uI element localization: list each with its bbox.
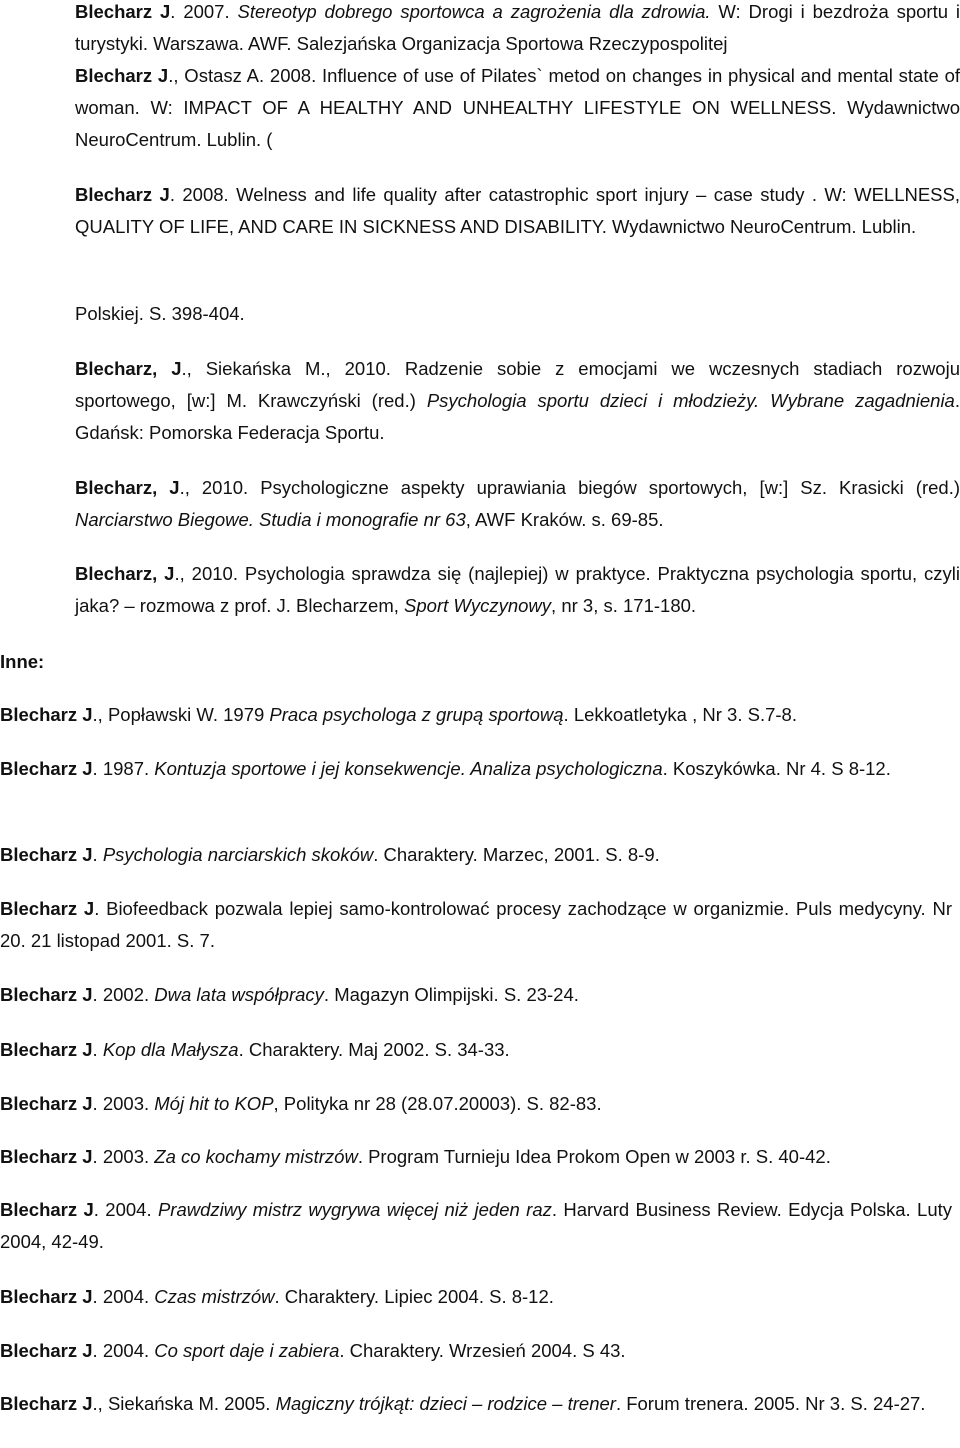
reference-text: . Program Turnieju Idea Prokom Open w 2003 r. S. 40-42.: [357, 1146, 831, 1167]
reference-text: .: [92, 1039, 103, 1060]
reference-author: Blecharz J: [0, 1393, 93, 1414]
reference-author: Blecharz J: [0, 758, 93, 779]
reference-entry: [75, 179, 960, 243]
reference-title: Dwa lata współpracy: [154, 984, 324, 1005]
reference-title: Psychologia narciarskich skoków: [102, 844, 374, 865]
reference-entry: [0, 1281, 952, 1313]
reference-text: . 2007.: [170, 1, 238, 22]
reference-text: ., 2010. Psychologiczne aspekty uprawiania biegów sportowych, [w:] Sz. Krasicki (red.): [179, 477, 960, 498]
reference-author: Blecharz J: [0, 1340, 93, 1361]
reference-text: . Magazyn Olimpijski. S. 23-24.: [323, 984, 579, 1005]
reference-text: . Lekkoatletyka , Nr 3. S.7-8.: [563, 704, 797, 725]
reference-author: Blecharz J: [0, 1146, 93, 1167]
reference-entry: [0, 1335, 952, 1367]
reference-author: Blecharz, J: [75, 358, 182, 379]
reference-text: . Forum trenera. 2005. Nr 3. S. 24-27.: [615, 1393, 926, 1414]
reference-title: Mój hit to KOP: [154, 1093, 274, 1114]
reference-title: Praca psychologa z grupą sportową: [269, 704, 564, 725]
reference-entry: [75, 353, 960, 449]
reference-entry: [0, 699, 952, 731]
reference-author: Blecharz J: [0, 1286, 93, 1307]
reference-text: . 2003.: [92, 1093, 155, 1114]
reference-text: . Charaktery. Maj 2002. S. 34-33.: [238, 1039, 510, 1060]
section-label: Inne:: [0, 651, 45, 672]
reference-text: . Gdańsk: Pomorska Federacja Sportu.: [75, 390, 960, 443]
reference-author: Blecharz, J: [75, 477, 180, 498]
reference-text: ., Siekańska M. 2005.: [92, 1393, 276, 1414]
reference-author: Blecharz, J: [75, 563, 175, 584]
reference-author: Blecharz J: [0, 898, 95, 919]
reference-entry: [0, 893, 952, 957]
reference-text: . Harvard Business Review. Edycja Polska. Luty 2004, 42-49.: [0, 1199, 952, 1252]
reference-entry: [0, 979, 952, 1011]
reference-author: Blecharz J: [75, 1, 171, 22]
reference-title: Co sport daje i zabiera: [154, 1340, 340, 1361]
reference-entry: [75, 60, 960, 156]
reference-title: Psychologia sportu dzieci i młodzieży. Wybrane zagadnienia: [426, 390, 955, 411]
reference-entry: [75, 0, 960, 60]
reference-title: Za co kochamy mistrzów: [154, 1146, 358, 1167]
reference-author: Blecharz J: [0, 984, 93, 1005]
reference-entry: [0, 1034, 952, 1066]
reference-text: . 2003.: [92, 1146, 155, 1167]
reference-text: . Charaktery. Wrzesień 2004. S 43.: [339, 1340, 626, 1361]
reference-entry: [75, 298, 960, 330]
reference-entry: [0, 839, 952, 871]
reference-text: . Koszykówka. Nr 4. S 8-12.: [662, 758, 891, 779]
reference-title: Kop dla Małysza: [102, 1039, 239, 1060]
reference-title: Narciarstwo Biegowe. Studia i monografie nr 63: [75, 509, 466, 530]
reference-entry: [75, 558, 960, 622]
reference-text: , Polityka nr 28 (28.07.20003). S. 82-83.: [273, 1093, 602, 1114]
reference-author: Blecharz J: [0, 704, 93, 725]
reference-author: Blecharz J: [0, 844, 93, 865]
reference-text: ., Siekańska M., 2010. Radzenie sobie z emocjami we wczesnych stadiach rozwoju sportowego, [w:] M. Krawczyński (red.): [75, 358, 960, 411]
reference-text: . 1987.: [92, 758, 155, 779]
reference-text: . Biofeedback pozwala lepiej samo-kontrolować procesy zachodzące w organizmie. Puls medycyny. Nr 20. 21 listopad 2001. S. 7.: [0, 898, 952, 951]
reference-title: Kontuzja sportowe i jej konsekwencje. Analiza psychologiczna: [154, 758, 663, 779]
reference-text: Polskiej. S. 398-404.: [75, 303, 245, 324]
reference-title: Prawdziwy mistrz wygrywa więcej niż jeden raz: [157, 1199, 552, 1220]
reference-entry: [0, 1088, 952, 1120]
reference-author: Blecharz J: [0, 1093, 93, 1114]
reference-text: . Charaktery. Lipiec 2004. S. 8-12.: [274, 1286, 554, 1307]
reference-text: ., 2010. Psychologia sprawdza się (najlepiej) w praktyce. Praktyczna psychologia sportu, czyli jaka? – rozmowa z prof. J. Blecharzem,: [75, 563, 960, 616]
reference-text: ., Ostasz A. 2008. Influence of use of Pilates` metod on changes in physical and mental state of woman. W: IMPACT OF A HEALTHY AND UNHEALTHY LIFESTYLE ON WELLNESS. Wydawnictwo NeuroCentrum. Lublin. (: [75, 65, 960, 150]
reference-entry: [0, 753, 952, 785]
reference-text: ., Popławski W. 1979: [92, 704, 270, 725]
reference-text: W: Drogi i bezdroża sportu i turystyki. Warszawa. AWF. Salezjańska Organizacja Sportowa Rzeczypospolitej: [75, 1, 960, 54]
reference-author: Blecharz J: [0, 1199, 94, 1220]
reference-text: , AWF Kraków. s. 69-85.: [465, 509, 664, 530]
reference-entry: [75, 472, 960, 536]
reference-entry: [0, 1194, 952, 1258]
reference-text: .: [92, 844, 103, 865]
reference-entry: [0, 1141, 952, 1173]
reference-text: , nr 3, s. 171-180.: [551, 595, 697, 616]
reference-text: . 2004.: [93, 1199, 158, 1220]
reference-author: Blecharz J: [75, 65, 169, 86]
reference-text: . 2004.: [92, 1286, 155, 1307]
reference-title: Czas mistrzów: [154, 1286, 275, 1307]
reference-text: . Charaktery. Marzec, 2001. S. 8-9.: [373, 844, 660, 865]
reference-author: Blecharz J: [0, 1039, 93, 1060]
reference-text: . 2008. Welness and life quality after catastrophic sport injury – case study . W: WELLNESS, QUALITY OF LIFE, AND CARE IN SICKNESS AND DISABILITY. Wydawnictwo NeuroCentrum. Lublin.: [75, 184, 960, 237]
reference-entry: [0, 1388, 952, 1420]
reference-author: Blecharz J: [75, 184, 170, 205]
reference-text: . 2002.: [92, 984, 155, 1005]
reference-title: Magiczny trójkąt: dzieci – rodzice – trener: [275, 1393, 616, 1414]
reference-text: . 2004.: [92, 1340, 155, 1361]
reference-title: Stereotyp dobrego sportowca a zagrożenia dla zdrowia.: [237, 1, 711, 22]
reference-title: Sport Wyczynowy: [404, 595, 552, 616]
